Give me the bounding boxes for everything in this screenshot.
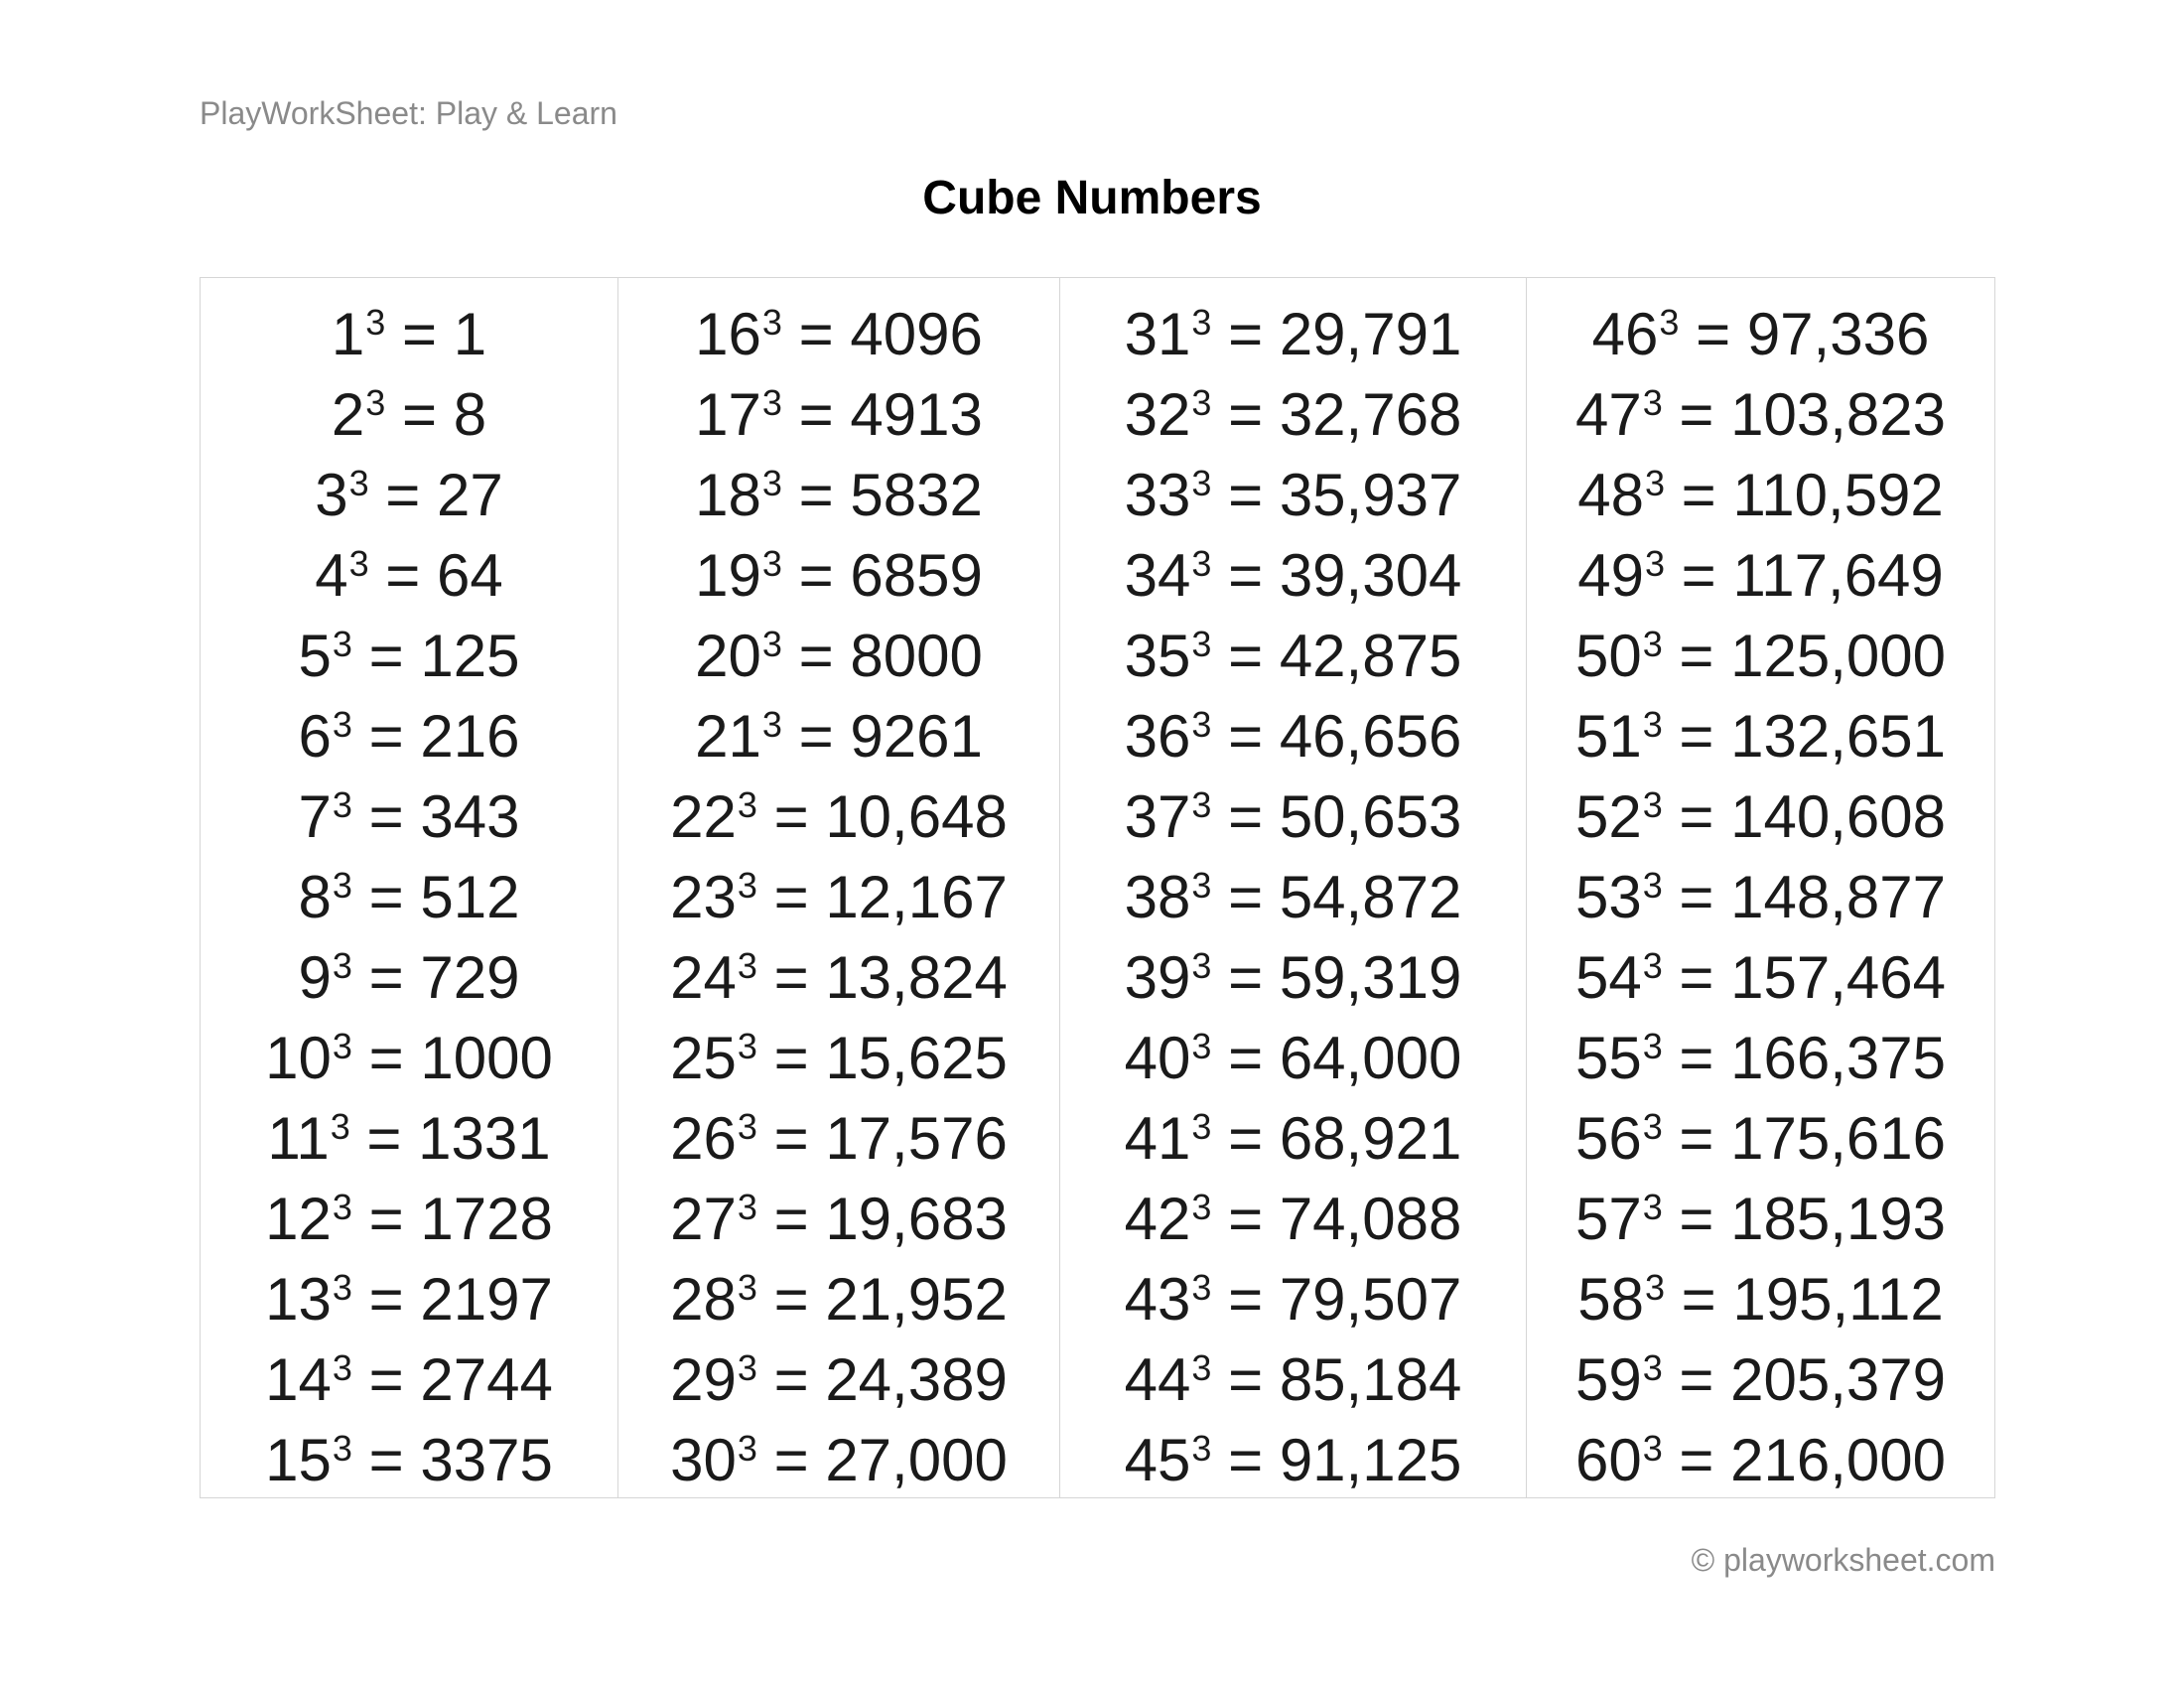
cube-result: = 140,608 <box>1662 783 1947 850</box>
cube-result: = 97,336 <box>1679 301 1930 367</box>
table-cell <box>201 1259 617 1339</box>
cube-result: = 216 <box>351 703 520 770</box>
table-cell <box>201 776 617 857</box>
table-cell <box>1060 535 1526 616</box>
cube-base: 2 <box>331 381 365 448</box>
table-cell <box>618 535 1059 616</box>
cube-exponent: 3 <box>332 1267 352 1308</box>
cube-result: = 24,389 <box>756 1346 1008 1413</box>
table-cell <box>1527 1420 1994 1500</box>
cube-exponent: 3 <box>1191 865 1212 906</box>
cube-base: 20 <box>695 623 761 689</box>
table-column-3 <box>1060 278 1527 1497</box>
table-cell <box>1527 455 1994 535</box>
cube-result: = 195,112 <box>1664 1266 1944 1333</box>
cube-base: 52 <box>1574 783 1642 850</box>
table-column-2 <box>618 278 1060 1497</box>
cube-result: = 29,791 <box>1211 301 1462 367</box>
cube-base: 40 <box>1124 1025 1191 1091</box>
table-cell <box>1060 696 1526 776</box>
cube-base: 55 <box>1574 1025 1642 1091</box>
cube-base: 19 <box>695 542 761 609</box>
cube-result: = 12,167 <box>756 864 1008 930</box>
cube-result: = 1 <box>385 301 487 367</box>
cube-exponent: 3 <box>1191 1267 1212 1308</box>
table-cell <box>618 1179 1059 1259</box>
table-cell <box>1060 776 1526 857</box>
table-cell <box>1527 696 1994 776</box>
table-cell <box>618 374 1059 455</box>
cube-exponent: 3 <box>332 945 352 986</box>
cube-base: 58 <box>1577 1266 1644 1333</box>
cube-exponent: 3 <box>737 1428 757 1469</box>
cube-result: = 175,616 <box>1662 1105 1947 1172</box>
table-cell <box>201 616 617 696</box>
cube-base: 37 <box>1124 783 1191 850</box>
table-cell <box>1527 535 1994 616</box>
cube-result: = 64 <box>368 542 503 609</box>
cube-result: = 205,379 <box>1662 1346 1947 1413</box>
cube-base: 26 <box>670 1105 737 1172</box>
cube-result: = 21,952 <box>756 1266 1008 1333</box>
cube-exponent: 3 <box>332 1187 352 1227</box>
table-cell <box>1527 1259 1994 1339</box>
table-cell <box>1060 937 1526 1018</box>
cube-base: 33 <box>1124 462 1191 528</box>
cube-base: 11 <box>267 1105 330 1172</box>
table-cell <box>201 1179 617 1259</box>
table-cell <box>618 1339 1059 1420</box>
cube-exponent: 3 <box>1642 1187 1663 1227</box>
cube-exponent: 3 <box>737 945 757 986</box>
cube-exponent: 3 <box>1659 302 1680 343</box>
table-cell <box>1527 1018 1994 1098</box>
cube-result: = 27 <box>368 462 503 528</box>
cube-base: 51 <box>1574 703 1642 770</box>
cube-base: 7 <box>298 783 332 850</box>
cube-result: = 512 <box>351 864 520 930</box>
cube-exponent: 3 <box>1642 1026 1663 1066</box>
table-cell <box>1527 937 1994 1018</box>
cube-result: = 125 <box>351 623 520 689</box>
cube-exponent: 3 <box>761 382 782 423</box>
cube-result: = 79,507 <box>1211 1266 1462 1333</box>
cube-exponent: 3 <box>1642 865 1663 906</box>
cube-result: = 117,649 <box>1664 542 1944 609</box>
table-cell <box>1527 776 1994 857</box>
cube-exponent: 3 <box>332 865 352 906</box>
table-column-1 <box>201 278 618 1497</box>
cube-base: 31 <box>1124 301 1191 367</box>
table-cell <box>201 374 617 455</box>
cube-result: = 1331 <box>349 1105 551 1172</box>
cube-base: 27 <box>670 1186 737 1252</box>
cube-base: 25 <box>670 1025 737 1091</box>
cube-base: 3 <box>315 462 348 528</box>
cube-result: = 13,824 <box>756 944 1008 1011</box>
cube-base: 28 <box>670 1266 737 1333</box>
table-cell <box>201 294 617 374</box>
table-cell <box>1527 1098 1994 1179</box>
copyright-footer: © playworksheet.com <box>1691 1542 1995 1578</box>
table-cell <box>1527 1179 1994 1259</box>
cube-result: = 19,683 <box>756 1186 1008 1252</box>
table-cell <box>201 696 617 776</box>
cube-exponent: 3 <box>1642 784 1663 825</box>
cube-exponent: 3 <box>1191 1026 1212 1066</box>
cube-base: 59 <box>1574 1346 1642 1413</box>
cube-result: = 343 <box>351 783 520 850</box>
cube-result: = 46,656 <box>1211 703 1462 770</box>
table-cell <box>618 937 1059 1018</box>
cube-base: 60 <box>1574 1427 1642 1493</box>
cube-exponent: 3 <box>1191 543 1212 584</box>
cube-base: 23 <box>670 864 737 930</box>
cube-base: 16 <box>695 301 761 367</box>
table-cell <box>201 937 617 1018</box>
cube-exponent: 3 <box>1191 1106 1212 1147</box>
cube-result: = 103,823 <box>1662 381 1947 448</box>
cube-exponent: 3 <box>330 1106 350 1147</box>
cube-exponent: 3 <box>737 1347 757 1388</box>
table-cell <box>1060 1259 1526 1339</box>
cube-result: = 729 <box>351 944 520 1011</box>
cube-result: = 8 <box>385 381 487 448</box>
table-cell <box>201 535 617 616</box>
table-cell <box>1527 294 1994 374</box>
cube-base: 45 <box>1124 1427 1191 1493</box>
cube-exponent: 3 <box>1644 463 1665 503</box>
cube-result: = 35,937 <box>1211 462 1462 528</box>
cube-result: = 64,000 <box>1211 1025 1462 1091</box>
table-cell <box>1060 1018 1526 1098</box>
table-cell <box>618 857 1059 937</box>
cube-exponent: 3 <box>1191 302 1212 343</box>
cube-result: = 185,193 <box>1662 1186 1947 1252</box>
cube-exponent: 3 <box>332 1428 352 1469</box>
table-cell <box>1527 857 1994 937</box>
cube-result: = 32,768 <box>1211 381 1462 448</box>
table-cell <box>618 294 1059 374</box>
cube-exponent: 3 <box>1642 1428 1663 1469</box>
brand-label: PlayWorkSheet: Play & Learn <box>200 95 617 131</box>
cube-exponent: 3 <box>761 302 782 343</box>
cube-base: 5 <box>298 623 332 689</box>
cube-numbers-table <box>200 277 1995 1498</box>
cube-base: 36 <box>1124 703 1191 770</box>
cube-base: 50 <box>1574 623 1642 689</box>
table-cell <box>618 1420 1059 1500</box>
cube-base: 6 <box>298 703 332 770</box>
table-cell <box>1060 857 1526 937</box>
table-cell <box>618 455 1059 535</box>
cube-base: 46 <box>1591 301 1659 367</box>
cube-exponent: 3 <box>1642 1106 1663 1147</box>
cube-exponent: 3 <box>737 1106 757 1147</box>
cube-exponent: 3 <box>332 704 352 745</box>
cube-result: = 2744 <box>351 1346 553 1413</box>
cube-base: 32 <box>1124 381 1191 448</box>
cube-base: 53 <box>1574 864 1642 930</box>
table-cell <box>1060 374 1526 455</box>
cube-result: = 54,872 <box>1211 864 1462 930</box>
cube-result: = 3375 <box>351 1427 553 1493</box>
cube-result: = 216,000 <box>1662 1427 1947 1493</box>
cube-result: = 1000 <box>351 1025 553 1091</box>
table-cell <box>618 1259 1059 1339</box>
table-cell <box>618 776 1059 857</box>
cube-base: 22 <box>670 783 737 850</box>
cube-base: 57 <box>1574 1186 1642 1252</box>
cube-base: 47 <box>1574 381 1642 448</box>
cube-result: = 4913 <box>781 381 983 448</box>
cube-exponent: 3 <box>761 543 782 584</box>
cube-exponent: 3 <box>332 624 352 664</box>
cube-result: = 91,125 <box>1211 1427 1462 1493</box>
cube-exponent: 3 <box>1191 1347 1212 1388</box>
cube-exponent: 3 <box>348 463 369 503</box>
cube-exponent: 3 <box>761 704 782 745</box>
cube-exponent: 3 <box>348 543 369 584</box>
table-cell <box>1060 616 1526 696</box>
cube-result: = 17,576 <box>756 1105 1008 1172</box>
cube-exponent: 3 <box>761 463 782 503</box>
cube-result: = 39,304 <box>1211 542 1462 609</box>
cube-exponent: 3 <box>332 1347 352 1388</box>
cube-result: = 15,625 <box>756 1025 1008 1091</box>
table-column-4 <box>1527 278 1994 1497</box>
cube-result: = 74,088 <box>1211 1186 1462 1252</box>
table-cell <box>1060 455 1526 535</box>
cube-base: 8 <box>298 864 332 930</box>
cube-exponent: 3 <box>1191 704 1212 745</box>
cube-exponent: 3 <box>1642 704 1663 745</box>
cube-exponent: 3 <box>365 302 386 343</box>
cube-exponent: 3 <box>1642 945 1663 986</box>
cube-base: 17 <box>695 381 761 448</box>
cube-base: 44 <box>1124 1346 1191 1413</box>
cube-exponent: 3 <box>1191 624 1212 664</box>
cube-result: = 125,000 <box>1662 623 1947 689</box>
table-cell <box>201 1339 617 1420</box>
table-cell <box>618 616 1059 696</box>
cube-base: 43 <box>1124 1266 1191 1333</box>
cube-exponent: 3 <box>1642 624 1663 664</box>
cube-base: 13 <box>265 1266 332 1333</box>
cube-base: 56 <box>1574 1105 1642 1172</box>
cube-base: 24 <box>670 944 737 1011</box>
cube-exponent: 3 <box>365 382 386 423</box>
cube-base: 18 <box>695 462 761 528</box>
table-cell <box>201 455 617 535</box>
cube-result: = 6859 <box>781 542 983 609</box>
cube-result: = 27,000 <box>756 1427 1008 1493</box>
cube-base: 30 <box>670 1427 737 1493</box>
cube-exponent: 3 <box>1191 1187 1212 1227</box>
table-cell <box>201 1098 617 1179</box>
cube-result: = 42,875 <box>1211 623 1462 689</box>
cube-base: 29 <box>670 1346 737 1413</box>
cube-exponent: 3 <box>737 865 757 906</box>
cube-base: 15 <box>265 1427 332 1493</box>
cube-base: 21 <box>695 703 761 770</box>
cube-exponent: 3 <box>1191 1428 1212 1469</box>
cube-base: 9 <box>298 944 332 1011</box>
table-cell <box>1060 1339 1526 1420</box>
cube-exponent: 3 <box>737 1026 757 1066</box>
table-cell <box>1060 1098 1526 1179</box>
cube-exponent: 3 <box>737 784 757 825</box>
cube-result: = 10,648 <box>756 783 1008 850</box>
cube-result: = 110,592 <box>1664 462 1944 528</box>
cube-result: = 166,375 <box>1662 1025 1947 1091</box>
cube-base: 10 <box>265 1025 332 1091</box>
cube-base: 42 <box>1124 1186 1191 1252</box>
cube-base: 49 <box>1577 542 1644 609</box>
cube-exponent: 3 <box>1191 784 1212 825</box>
cube-base: 1 <box>331 301 365 367</box>
cube-exponent: 3 <box>332 1026 352 1066</box>
cube-result: = 148,877 <box>1662 864 1947 930</box>
table-cell <box>201 857 617 937</box>
cube-exponent: 3 <box>1191 382 1212 423</box>
cube-result: = 2197 <box>351 1266 553 1333</box>
table-cell <box>1060 294 1526 374</box>
table-cell <box>201 1420 617 1500</box>
cube-exponent: 3 <box>761 624 782 664</box>
cube-result: = 9261 <box>781 703 983 770</box>
table-cell <box>1060 1420 1526 1500</box>
cube-base: 14 <box>265 1346 332 1413</box>
cube-result: = 50,653 <box>1211 783 1462 850</box>
cube-base: 12 <box>265 1186 332 1252</box>
cube-base: 39 <box>1124 944 1191 1011</box>
cube-exponent: 3 <box>1642 1347 1663 1388</box>
cube-base: 41 <box>1124 1105 1191 1172</box>
cube-result: = 132,651 <box>1662 703 1947 770</box>
cube-result: = 85,184 <box>1211 1346 1462 1413</box>
table-cell <box>618 1018 1059 1098</box>
cube-exponent: 3 <box>1642 382 1663 423</box>
cube-result: = 68,921 <box>1211 1105 1462 1172</box>
cube-base: 38 <box>1124 864 1191 930</box>
cube-exponent: 3 <box>737 1267 757 1308</box>
cube-exponent: 3 <box>737 1187 757 1227</box>
cube-exponent: 3 <box>1644 543 1665 584</box>
cube-base: 54 <box>1574 944 1642 1011</box>
table-cell <box>201 1018 617 1098</box>
cube-base: 35 <box>1124 623 1191 689</box>
cube-exponent: 3 <box>1644 1267 1665 1308</box>
cube-base: 48 <box>1577 462 1644 528</box>
cube-base: 34 <box>1124 542 1191 609</box>
table-cell <box>618 1098 1059 1179</box>
cube-exponent: 3 <box>1191 945 1212 986</box>
cube-result: = 8000 <box>781 623 983 689</box>
cube-exponent: 3 <box>1191 463 1212 503</box>
cube-result: = 5832 <box>781 462 983 528</box>
table-cell <box>1060 1179 1526 1259</box>
cube-base: 4 <box>315 542 348 609</box>
cube-result: = 157,464 <box>1662 944 1947 1011</box>
table-cell <box>1527 1339 1994 1420</box>
cube-result: = 59,319 <box>1211 944 1462 1011</box>
page-title: Cube Numbers <box>922 172 1262 224</box>
cube-exponent: 3 <box>332 784 352 825</box>
table-cell <box>618 696 1059 776</box>
table-cell <box>1527 616 1994 696</box>
table-cell <box>1527 374 1994 455</box>
cube-result: = 4096 <box>781 301 983 367</box>
cube-result: = 1728 <box>351 1186 553 1252</box>
